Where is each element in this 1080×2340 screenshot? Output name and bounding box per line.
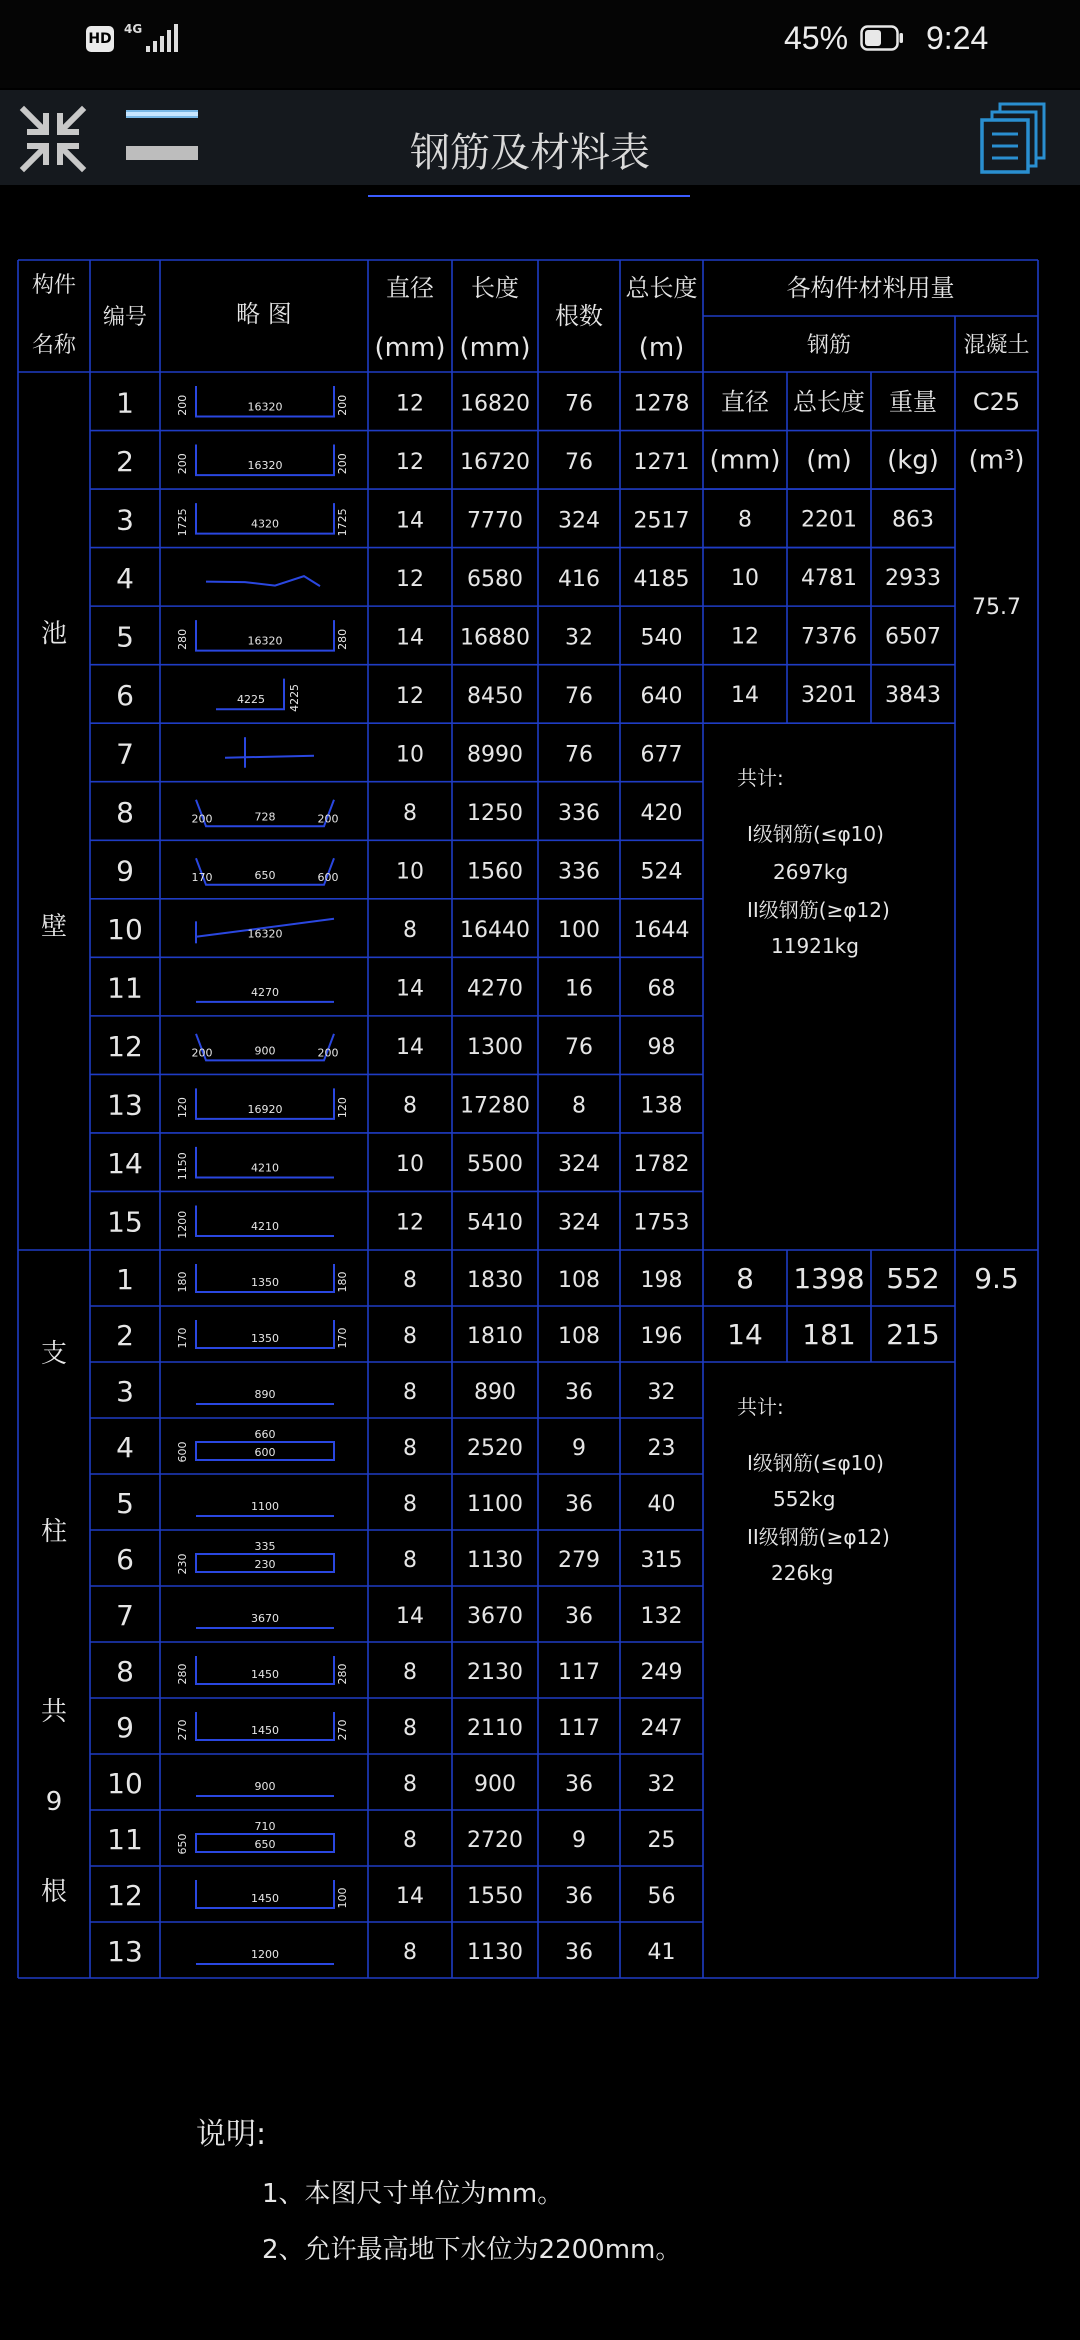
sketch-dimension: 200 (336, 453, 349, 475)
header-rebar: 钢筋 (806, 333, 852, 358)
summary-value: 215 (886, 1318, 940, 1351)
sketch-dimension: 16320 (247, 459, 283, 473)
pool-row-total: 1782 (633, 1152, 690, 1178)
column-row-count: 117 (558, 1660, 600, 1685)
column-row-diameter: 8 (403, 1716, 417, 1741)
pool-row-length: 16820 (460, 391, 530, 417)
summary-unit: (m³) (968, 445, 1025, 476)
battery-icon (860, 25, 904, 51)
sketch-dimension: 728 (254, 810, 276, 824)
sketch-dimension: 16320 (247, 400, 283, 414)
header-sketch: 略 图 (236, 300, 292, 328)
sketch-dimension: 1450 (251, 1668, 279, 1681)
header-length: 长度 (471, 274, 519, 302)
summary-value: 3843 (885, 682, 941, 708)
column-row-diameter: 8 (403, 1660, 417, 1685)
pool-row-count: 32 (565, 625, 593, 651)
pool-row-count: 336 (558, 859, 600, 885)
pool-row-no: 3 (116, 503, 134, 537)
pool-row-count: 324 (558, 1152, 600, 1178)
pool-row-total: 1271 (633, 449, 690, 475)
rebar-material-table-drawing[interactable] (0, 130, 1080, 2340)
column-row-count: 9 (572, 1828, 586, 1853)
sketch-dimension: 180 (176, 1271, 189, 1293)
concrete-volume: 75.7 (972, 595, 1021, 621)
column-row-no: 5 (116, 1487, 134, 1520)
pool-row-no: 4 (116, 561, 134, 595)
sketch-dimension: 200 (191, 812, 213, 826)
pool-row-count: 8 (572, 1093, 586, 1119)
summary-value: 6507 (885, 624, 941, 650)
header-name: 名称 (31, 333, 77, 358)
sketch-dimension: 1350 (251, 1276, 279, 1289)
pool-row-length: 4270 (467, 976, 523, 1002)
pool-row-no: 6 (116, 678, 134, 712)
pool-row-total: 540 (640, 625, 683, 651)
sketch-dimension: 890 (254, 1388, 276, 1401)
pool-row-total: 68 (647, 976, 676, 1002)
sketch-dimension: 180 (336, 1271, 349, 1293)
summary-value: 8 (736, 1262, 754, 1295)
signal-icon (144, 24, 178, 54)
column-row-total: 56 (647, 1884, 676, 1909)
column-row-length: 890 (474, 1380, 516, 1405)
summary-note: 2697kg (773, 860, 849, 885)
pool-row-diameter: 14 (396, 508, 424, 534)
group-name-char: 共 (40, 1697, 68, 1727)
column-row-total: 247 (640, 1716, 683, 1741)
summary-note: 552kg (773, 1487, 836, 1511)
sketch-dimension: 600 (254, 1446, 276, 1459)
pool-row-diameter: 10 (396, 859, 424, 885)
header-diameter: 直径 (386, 274, 434, 302)
column-row-total: 32 (647, 1772, 676, 1797)
header-length-unit: (mm) (459, 333, 531, 363)
sketch-dimension: 280 (336, 628, 349, 650)
pool-row-no: 14 (107, 1147, 143, 1181)
summary-value: 14 (731, 682, 759, 708)
column-row-count: 36 (565, 1772, 593, 1797)
table-grid (18, 260, 1038, 1978)
pool-row-count: 416 (558, 566, 600, 592)
pool-row-length: 16720 (460, 449, 530, 475)
header-total: 总长度 (625, 274, 698, 302)
sketch-dimension: 710 (254, 1820, 276, 1833)
column-row-diameter: 8 (403, 1548, 417, 1573)
sketch-dimension: 200 (317, 812, 339, 826)
sketch-dimension: 16320 (247, 927, 283, 941)
pool-row-total: 4185 (633, 566, 690, 592)
column-row-count: 36 (565, 1492, 593, 1517)
summary-value: 863 (892, 507, 934, 533)
column-row-length: 2130 (467, 1660, 523, 1685)
sketch-dimension: 280 (336, 1663, 349, 1685)
column-row-length: 2110 (467, 1716, 523, 1741)
sketch-dimension: 1350 (251, 1332, 279, 1345)
sketch-dimension: 3670 (251, 1612, 279, 1625)
pool-row-total: 1753 (633, 1210, 690, 1236)
column-row-no: 1 (116, 1263, 134, 1296)
pool-row-total: 98 (647, 1035, 676, 1061)
sketch-dimension: 1100 (251, 1500, 279, 1513)
collapse-arrows-icon[interactable] (18, 104, 88, 174)
header-name: 构件 (31, 273, 77, 298)
column-row-diameter: 8 (403, 1772, 417, 1797)
sketch-dimension: 1200 (251, 1948, 279, 1961)
column-row-no: 3 (116, 1375, 134, 1408)
column-row-total: 249 (640, 1660, 683, 1685)
group-name-char: 根 (40, 1877, 68, 1907)
column-row-total: 198 (640, 1268, 683, 1293)
sketch-dimension: 170 (176, 1327, 189, 1349)
sketch-dimension: 4225 (237, 693, 265, 707)
pool-row-no: 7 (116, 737, 134, 771)
column-row-no: 8 (116, 1655, 134, 1688)
pool-row-no: 9 (116, 854, 134, 888)
sketch-dimension: 120 (176, 1097, 189, 1119)
pool-row-diameter: 10 (396, 742, 424, 768)
column-row-diameter: 14 (396, 1604, 424, 1629)
pool-row-diameter: 12 (396, 566, 424, 592)
pool-row-length: 8990 (467, 742, 523, 768)
summary-note: II级钢筋(≥φ12) (747, 1525, 890, 1549)
summary-note: I级钢筋(≤φ10) (747, 1451, 884, 1475)
drawing-title: 钢筋及材料表 (410, 130, 650, 176)
pool-row-count: 76 (565, 742, 593, 768)
sketch-dimension: 900 (254, 1044, 276, 1058)
header-diameter-unit: (mm) (374, 333, 446, 363)
pool-row-total: 640 (640, 683, 683, 709)
pool-row-diameter: 8 (403, 918, 417, 944)
summary-note: II级钢筋(≥φ12) (747, 898, 890, 923)
sketch-dimension: 200 (176, 453, 189, 475)
column-row-count: 36 (565, 1604, 593, 1629)
summary-note: 共计: (737, 766, 784, 791)
column-row-length: 900 (474, 1772, 516, 1797)
group-name-char: 池 (40, 619, 68, 650)
pool-row-total: 1644 (633, 918, 690, 944)
pool-row-count: 76 (565, 391, 593, 417)
group-name-char: 支 (40, 1339, 68, 1369)
note-item: 1、本图尺寸单位为mm。 (262, 2179, 564, 2209)
summary-value: 4781 (801, 565, 857, 591)
column-row-length: 1830 (467, 1268, 523, 1293)
column-row-total: 23 (647, 1436, 676, 1461)
column-row-length: 2720 (467, 1828, 523, 1853)
rebar-sketches (176, 386, 349, 1964)
column-row-no: 13 (107, 1935, 143, 1968)
sketch-dimension: 16320 (247, 634, 283, 648)
summary-value: 552 (886, 1262, 940, 1295)
sketch-dimension: 650 (254, 1838, 276, 1851)
pool-row-diameter: 10 (396, 1152, 424, 1178)
sketch-dimension: 170 (336, 1327, 349, 1349)
sketch-dimension: 200 (317, 1046, 339, 1060)
sketch-dimension: 1450 (251, 1892, 279, 1905)
summary-header: 重量 (889, 388, 937, 416)
sketch-dimension: 1725 (336, 508, 349, 537)
summary-value: 1398 (793, 1262, 865, 1295)
group-name-char: 壁 (40, 911, 68, 942)
pool-row-no: 11 (107, 971, 143, 1005)
pool-row-count: 336 (558, 801, 600, 826)
sketch-dimension: 4225 (288, 683, 301, 712)
sketch-dimension: 170 (191, 870, 213, 884)
header-concrete: 混凝土 (963, 333, 1030, 358)
column-row-no: 2 (116, 1319, 134, 1352)
pool-row-total: 420 (640, 801, 683, 826)
pool-row-diameter: 14 (396, 625, 424, 651)
column-row-length: 1100 (467, 1492, 523, 1517)
concrete-volume: 9.5 (974, 1262, 1019, 1295)
summary-unit: (kg) (887, 445, 939, 476)
column-row-length: 2520 (467, 1436, 523, 1461)
pool-row-no: 13 (107, 1088, 143, 1122)
column-row-diameter: 8 (403, 1492, 417, 1517)
pool-row-no: 5 (116, 620, 134, 654)
group-name-char: 柱 (40, 1517, 68, 1547)
pool-row-count: 324 (558, 1210, 600, 1236)
battery-percent: 45% (784, 20, 849, 56)
pool-row-total: 1278 (633, 391, 690, 417)
pool-row-no: 8 (116, 796, 134, 829)
sketch-dimension: 1450 (251, 1724, 279, 1737)
summary-note: 11921kg (771, 934, 859, 959)
column-row-no: 12 (107, 1879, 143, 1912)
pool-row-count: 16 (565, 976, 593, 1002)
sketch-dimension: 900 (254, 1780, 276, 1793)
sketch-dimension: 650 (176, 1833, 189, 1855)
column-row-diameter: 8 (403, 1828, 417, 1853)
note-item: 2、允许最高地下水位为2200mm。 (262, 2235, 682, 2265)
pool-row-length: 8450 (467, 683, 523, 709)
rebar-sketch-line (225, 756, 314, 758)
sketch-dimension: 1200 (176, 1210, 189, 1239)
sketch-dimension: 335 (254, 1540, 276, 1553)
column-row-count: 108 (558, 1324, 600, 1349)
column-row-length: 1810 (467, 1324, 523, 1349)
column-row-total: 196 (640, 1324, 683, 1349)
summary-value: 14 (727, 1318, 763, 1351)
clock: 9:24 (926, 20, 989, 56)
pool-row-diameter: 8 (403, 801, 417, 826)
summary-unit: (m) (806, 445, 852, 476)
summary-header: C25 (972, 388, 1021, 416)
sketch-dimension: 16920 (247, 1102, 283, 1116)
column-row-diameter: 8 (403, 1324, 417, 1349)
pool-row-no: 15 (107, 1205, 143, 1239)
sketch-dimension: 600 (176, 1441, 189, 1463)
hd-badge: HD (86, 26, 114, 52)
column-row-count: 108 (558, 1268, 600, 1293)
column-row-diameter: 8 (403, 1940, 417, 1965)
column-row-total: 315 (640, 1548, 683, 1573)
summary-value: 2201 (801, 507, 857, 533)
column-row-diameter: 8 (403, 1268, 417, 1293)
sketch-dimension: 4270 (251, 985, 279, 999)
sketch-dimension: 1150 (176, 1152, 189, 1181)
column-row-count: 36 (565, 1940, 593, 1965)
pool-row-length: 7770 (467, 508, 523, 534)
pool-row-diameter: 12 (396, 391, 424, 417)
sketch-dimension: 270 (336, 1719, 349, 1741)
sketch-dimension: 200 (176, 394, 189, 416)
summary-value: 3201 (801, 682, 857, 708)
header-count: 根数 (555, 302, 603, 330)
sketch-dimension: 100 (336, 1887, 349, 1909)
sketch-dimension: 270 (176, 1719, 189, 1741)
column-row-total: 132 (640, 1604, 683, 1629)
summary-note: 共计: (737, 1395, 784, 1419)
pool-row-diameter: 8 (403, 1093, 417, 1119)
column-row-no: 11 (107, 1823, 143, 1856)
summary-value: 12 (731, 624, 759, 650)
pool-row-total: 2517 (633, 508, 690, 534)
sketch-dimension: 230 (254, 1558, 276, 1571)
pool-row-length: 6580 (467, 566, 523, 592)
column-row-diameter: 8 (403, 1380, 417, 1405)
sketch-dimension: 200 (191, 1046, 213, 1060)
pool-row-total: 677 (640, 742, 683, 768)
column-row-count: 9 (572, 1436, 586, 1461)
summary-value: 2933 (885, 565, 941, 591)
pool-row-length: 1560 (467, 859, 523, 885)
pool-row-length: 16880 (460, 625, 530, 651)
column-row-no: 9 (116, 1711, 134, 1744)
column-row-length: 3670 (467, 1604, 523, 1629)
sketch-dimension: 120 (336, 1097, 349, 1119)
pool-row-count: 100 (558, 918, 600, 944)
sketch-dimension: 1725 (176, 508, 189, 537)
column-row-length: 1550 (467, 1884, 523, 1909)
document-list-icon[interactable] (978, 100, 1050, 176)
summary-header: 总长度 (793, 388, 865, 416)
column-row-no: 6 (116, 1543, 134, 1576)
pool-row-length: 17280 (460, 1093, 530, 1119)
group-name-char: 9 (45, 1787, 63, 1817)
header-no: 编号 (102, 305, 148, 330)
column-row-total: 41 (647, 1940, 676, 1965)
pool-row-total: 524 (640, 859, 683, 885)
column-row-count: 279 (558, 1548, 600, 1573)
pool-row-length: 1300 (467, 1035, 523, 1061)
pool-row-diameter: 12 (396, 683, 424, 709)
pool-row-diameter: 12 (396, 1210, 424, 1236)
sketch-dimension: 280 (176, 628, 189, 650)
pool-row-diameter: 12 (396, 449, 424, 475)
rebar-sketch-line (206, 576, 320, 586)
column-row-total: 25 (647, 1828, 676, 1853)
column-row-no: 4 (116, 1431, 134, 1464)
pool-row-count: 76 (565, 1035, 593, 1061)
sketch-dimension: 650 (254, 868, 276, 882)
header-usage: 各构件材料用量 (786, 274, 955, 302)
column-row-length: 1130 (467, 1548, 523, 1573)
pool-row-count: 76 (565, 683, 593, 709)
drawing-notes (196, 2117, 681, 2265)
column-row-no: 10 (107, 1767, 143, 1800)
layer-bars-icon[interactable] (124, 104, 200, 168)
column-row-diameter: 8 (403, 1436, 417, 1461)
summary-note: I级钢筋(≤φ10) (747, 822, 884, 847)
column-row-length: 1130 (467, 1940, 523, 1965)
pool-row-length: 16440 (460, 918, 530, 944)
pool-row-length: 5410 (467, 1210, 523, 1236)
column-row-count: 36 (565, 1380, 593, 1405)
sketch-dimension: 4210 (251, 1161, 279, 1175)
pool-row-no: 10 (107, 913, 143, 947)
pool-row-diameter: 14 (396, 976, 424, 1002)
pool-row-no: 2 (116, 444, 134, 478)
summary-note: 226kg (771, 1561, 834, 1585)
summary-value: 181 (802, 1318, 856, 1351)
summary-value: 10 (731, 565, 759, 591)
sketch-dimension: 230 (176, 1553, 189, 1575)
summary-value: 7376 (801, 624, 857, 650)
pool-row-total: 138 (640, 1093, 683, 1119)
column-row-total: 32 (647, 1380, 676, 1405)
summary-header: 直径 (721, 388, 769, 416)
summary-value: 8 (738, 507, 752, 533)
sketch-dimension: 200 (336, 394, 349, 416)
pool-row-no: 12 (107, 1030, 143, 1064)
sketch-dimension: 4210 (251, 1220, 279, 1233)
pool-row-count: 76 (565, 449, 593, 475)
column-row-no: 7 (116, 1599, 134, 1632)
column-row-total: 40 (647, 1492, 676, 1517)
pool-row-length: 5500 (467, 1152, 523, 1178)
column-row-count: 117 (558, 1716, 600, 1741)
pool-row-length: 1250 (467, 801, 523, 826)
pool-row-count: 324 (558, 508, 600, 534)
sketch-dimension: 280 (176, 1663, 189, 1685)
summary-unit: (mm) (709, 445, 781, 476)
sketch-dimension: 600 (317, 870, 339, 884)
column-row-diameter: 14 (396, 1884, 424, 1909)
notes-title: 说明: (196, 2117, 267, 2152)
pool-row-diameter: 14 (396, 1035, 424, 1061)
pool-row-no: 1 (116, 386, 134, 420)
column-row-count: 36 (565, 1884, 593, 1909)
header-total-unit: (m) (638, 333, 685, 363)
sketch-dimension: 660 (254, 1428, 276, 1441)
network-type: 4G (124, 22, 143, 36)
sketch-dimension: 4320 (251, 517, 279, 531)
